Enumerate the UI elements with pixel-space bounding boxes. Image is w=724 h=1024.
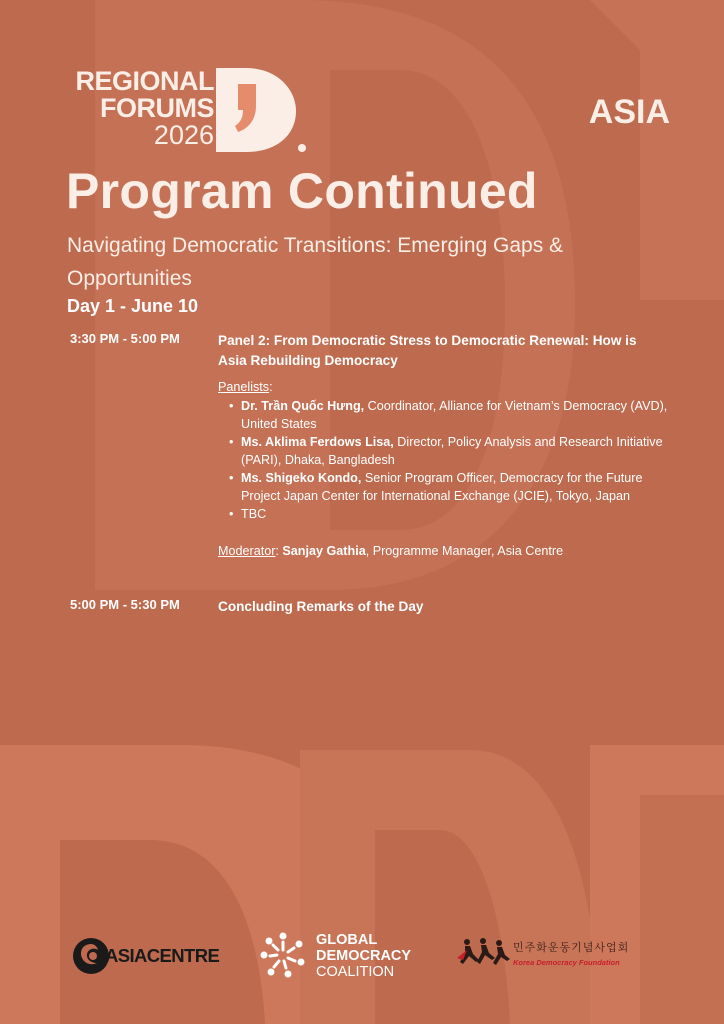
panelist-description: Senior Program Officer, Democracy for the Future Project Japan Center for International Exchange (JCIE), Tokyo, Japan <box>241 471 643 503</box>
regional-forums-logo <box>66 68 306 158</box>
panelist-name: Ms. Aklima Ferdows Lisa, <box>241 435 394 449</box>
moderator-label: Moderator <box>218 544 276 558</box>
gdc-people-circle-icon <box>258 930 308 980</box>
kdf-english-name: Korea Democracy Foundation <box>513 958 620 967</box>
panelist-description: Coordinator, Alliance for Vietnam’s Democracy (AVD), United States <box>241 399 668 431</box>
logo-line-forums: FORUMS <box>100 93 214 123</box>
kdf-korean-name: 민주화운동기념사업회 <box>513 942 630 954</box>
session-time: 3:30 PM - 5:00 PM <box>70 331 180 346</box>
panelist-name: Dr. Trần Quốc Hưng, <box>241 399 365 413</box>
session-time: 5:00 PM - 5:30 PM <box>70 597 180 612</box>
list-item <box>241 433 668 469</box>
list-item <box>241 469 668 505</box>
panelists-heading: Panelists: <box>218 380 273 394</box>
moderator-line: Moderator: Sanjay Gathia, Programme Manager, Asia Centre <box>218 544 564 558</box>
gdc-line-coalition: COALITION <box>316 964 395 980</box>
page-title: Program Continued <box>66 163 538 219</box>
panelist-description: TBC <box>241 507 267 521</box>
list-item <box>241 397 668 433</box>
korea-democracy-foundation-logo <box>455 936 630 970</box>
asia-centre-logo <box>72 934 242 978</box>
session-title: Concluding Remarks of the Day <box>218 599 424 614</box>
moderator-description: , Programme Manager, Asia Centre <box>365 544 564 558</box>
panelists-label: Panelists <box>218 380 270 394</box>
asia-centre-wordmark: ASIACENTRE <box>105 945 220 966</box>
session-title: Panel 2: From Democratic Stress to Democratic Renewal: How is Asia Rebuilding Democracy <box>218 333 637 368</box>
panel-details <box>218 378 668 560</box>
panelist-name: Ms. Shigeko Kondo, <box>241 471 362 485</box>
list-item <box>241 505 668 523</box>
page-subtitle: Navigating Democratic Transitions: Emerging Gaps & Opportunities <box>67 234 564 290</box>
day-heading: Day 1 - June 10 <box>67 296 199 316</box>
gdc-line-global: GLOBAL <box>316 932 378 948</box>
logo-d-mark-icon <box>216 68 306 158</box>
gdc-line-democracy: DEMOCRACY <box>316 948 412 964</box>
global-democracy-coalition-logo <box>258 930 438 982</box>
moderator-name: Sanjay Gathia <box>282 544 366 558</box>
panelists-list <box>218 397 668 523</box>
panelist-description: Director, Policy Analysis and Research Initiative (PARI), Dhaka, Bangladesh <box>241 435 663 467</box>
region-label: ASIA <box>588 93 670 131</box>
kdf-running-people-icon <box>455 936 511 968</box>
logo-line-year: 2026 <box>153 120 214 150</box>
logo-line-regional: REGIONAL <box>75 66 214 96</box>
